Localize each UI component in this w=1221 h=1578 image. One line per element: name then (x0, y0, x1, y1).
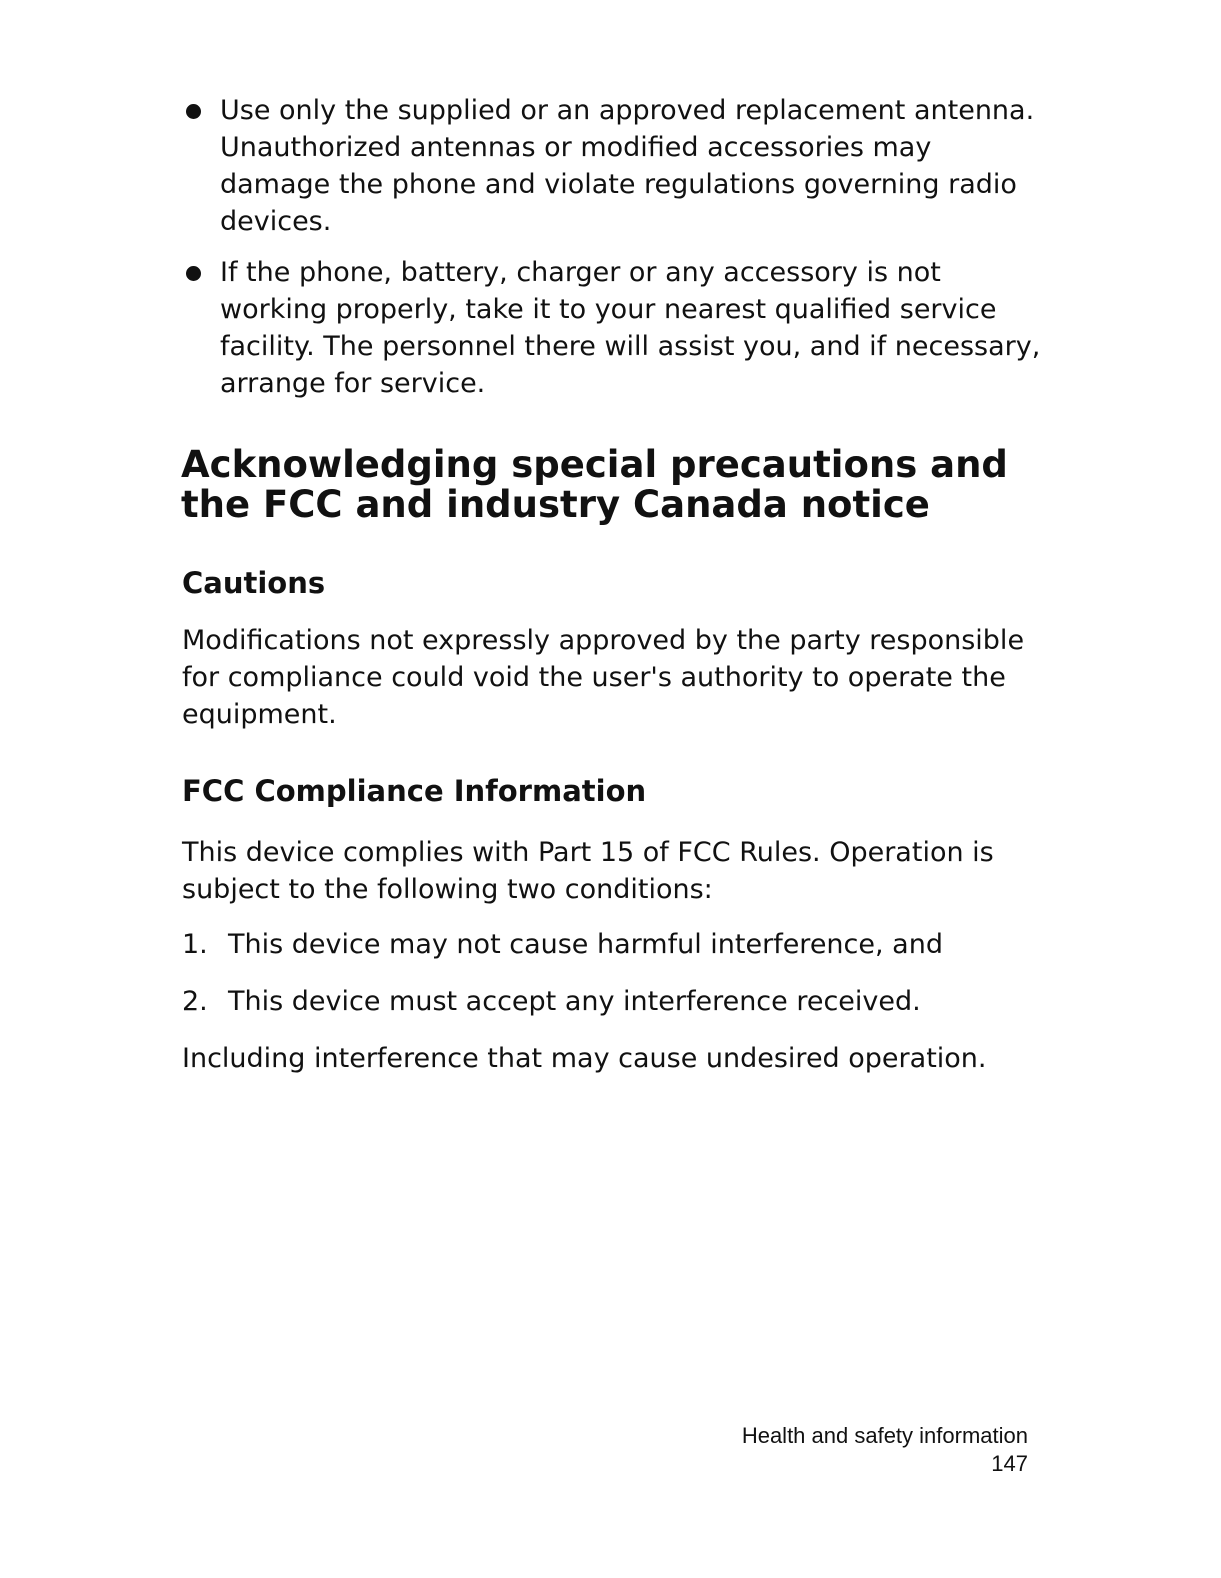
bullet-text: If the phone, battery, charger or any accessory is not working properly, take it to your nearest qualified service facility. The personnel there will assist you, and if necessary, arrange for service. (220, 257, 1041, 399)
fcc-compliance-heading: FCC Compliance Information (182, 774, 647, 808)
condition-number: 2. (182, 986, 208, 1017)
condition-text: This device must accept any interference received. (228, 986, 921, 1017)
bullet-icon (186, 266, 201, 281)
condition-item-1 (182, 926, 1042, 963)
bullet-icon (186, 104, 201, 119)
fcc-intro-paragraph: This device complies with Part 15 of FCC Rules. Operation is subject to the following two conditions: (182, 837, 994, 905)
footer-section-title: Health and safety information (741, 1423, 1028, 1448)
bullet-text: Use only the supplied or an approved replacement antenna. Unauthorized antennas or modified accessories may damage the phone and violate regulations governing radio devices. (220, 95, 1035, 237)
page-footer (742, 1422, 1028, 1478)
page-number: 147 (991, 1451, 1028, 1476)
bullet-item-service (182, 254, 1042, 402)
fcc-closing-paragraph: Including interference that may cause undesired operation. (182, 1043, 987, 1074)
condition-item-2 (182, 983, 1042, 1020)
section-heading: Acknowledging special precautions and the FCC and industry Canada notice (181, 443, 1008, 526)
precaution-bullet-list (182, 92, 1042, 416)
cautions-paragraph: Modifications not expressly approved by the party responsible for compliance could void the user's authority to operate the equipment. (182, 625, 1025, 730)
condition-number: 1. (182, 929, 208, 960)
condition-text: This device may not cause harmful interference, and (228, 929, 943, 960)
bullet-item-antenna (182, 92, 1042, 240)
cautions-heading: Cautions (182, 566, 326, 600)
